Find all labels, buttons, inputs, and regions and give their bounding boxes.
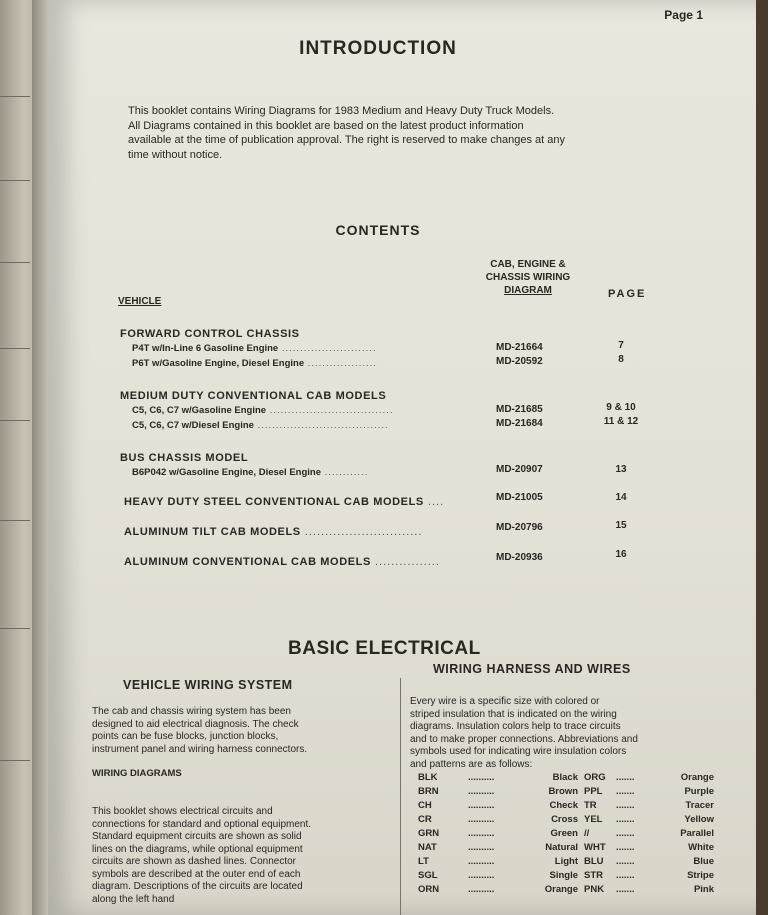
row-label: P4T w/In-Line 6 Gasoline Engine [132,343,279,354]
text-line: points can be fuse blocks, junction blocks, [92,731,279,742]
color-code: BLK [418,772,438,783]
section-title: FORWARD CONTROL CHASSIS [120,328,300,340]
text-line: diagrams. Insulation colors help to trace circuits [410,721,621,732]
color-meaning: Light [554,856,578,867]
left-page-rule [0,420,30,421]
color-code: TR [584,800,597,811]
contents-row [132,405,393,416]
color-code: ORG [584,772,606,783]
left-page-rule [0,520,30,521]
text-line: striped insulation that is indicated on the wiring [410,708,617,720]
color-code: LT [418,856,429,867]
left-page-rule [0,760,30,761]
left-page-rule [0,262,30,263]
leader-dots: ................ [370,556,440,568]
diagram-code: MD-21005 [496,492,543,503]
introduction-text [128,104,668,162]
section-title [124,526,422,538]
color-meaning: Orange [680,772,714,783]
text-line: symbols are described at the outer end of each [92,868,301,880]
left-page-rule [0,180,30,181]
text-line: designed to aid electrical diagnosis. The check [92,718,299,730]
color-meaning: Stripe [687,870,714,881]
left-page-rule [0,348,30,349]
contents-row [132,358,377,369]
vehicle-column-header: VEHICLE [118,296,162,307]
section-title [124,496,444,508]
left-page-rule [0,628,30,629]
color-code: WHT [584,842,606,853]
text-line: diagram. Descriptions of the circuits are located [92,881,303,892]
color-code: PNK [584,884,605,895]
page-ref: 8 [618,354,624,365]
color-meaning: Natural [545,842,578,853]
leader-dots: .......... [468,814,495,825]
text-line: and to make proper connections. Abbreviations and [410,733,638,745]
page-ref: 13 [615,464,627,475]
contents-row [132,467,368,478]
section-name: HEAVY DUTY STEEL CONVENTIONAL CAB MODELS [124,496,424,508]
color-code: BRN [418,786,439,797]
leader-dots: .......... [468,870,495,881]
intro-line: All Diagrams contained in this booklet are based on the latest product information [128,119,524,132]
harness-text [410,696,710,771]
color-code: NAT [418,842,437,853]
leader-dots: .......... [468,842,495,853]
color-code: // [584,828,590,839]
introduction-title: INTRODUCTION [299,38,457,59]
diagram-header-line: DIAGRAM [504,285,552,296]
leader-dots: .................................... [253,420,389,431]
text-line: connections for standard and optional equipment. [92,818,312,830]
diagram-code: MD-21685 [496,404,543,415]
color-meaning: Blue [693,856,714,867]
color-code: CH [418,800,432,811]
leader-dots: ....... [616,884,635,895]
row-label: B6P042 w/Gasoline Engine, Diesel Engine [132,467,322,478]
text-line: instrument panel and wiring harness connectors. [92,743,308,755]
color-meaning: Orange [544,884,578,895]
book-cover-edge [756,0,768,915]
leader-dots: .......... [468,800,495,811]
row-label: C5, C6, C7 w/Gasoline Engine [132,405,267,416]
page-ref: 15 [615,520,627,531]
leader-dots: .......... [468,884,495,895]
color-code: ORN [418,884,440,895]
leader-dots: ....... [616,800,635,811]
intro-line: time without notice. [128,148,223,161]
leader-dots: .................................. [266,405,394,416]
diagram-header-line: CAB, ENGINE & [490,259,566,270]
color-meaning: Cross [551,814,578,825]
color-meaning: Black [552,772,578,783]
color-meaning: Check [549,800,578,811]
page-ref: 11 & 12 [603,416,639,427]
page-column-header: PAGE [608,288,647,300]
leader-dots: ....... [616,856,635,867]
color-meaning: Yellow [684,814,714,825]
color-code: YEL [584,814,603,825]
diagram-code: MD-20907 [496,464,543,475]
color-meaning: White [688,842,714,853]
contents-row [132,343,377,354]
text-line: and patterns are as follows: [410,758,533,770]
color-code: GRN [418,828,440,839]
leader-dots: .......... [468,786,495,797]
text-line: Standard equipment circuits are shown as solid [92,831,302,842]
diagram-code: MD-21664 [496,342,543,353]
diagram-header-line: CHASSIS WIRING [485,272,571,283]
column-divider [400,678,401,915]
text-line: This booklet shows electrical circuits and [92,806,273,817]
left-page-rule [0,96,30,97]
document-page [48,0,758,915]
leader-dots: ....... [616,842,635,853]
color-code: CR [418,814,432,825]
page-ref: 9 & 10 [606,402,636,413]
color-code: STR [584,870,603,881]
color-abbreviation-table [408,772,728,915]
text-line: lines on the diagrams, while optional equipment [92,843,303,855]
text-line: circuits are shown as dashed lines. Connector [92,856,296,867]
leader-dots: ....... [616,870,635,881]
section-name: ALUMINUM TILT CAB MODELS [124,526,301,538]
leader-dots: .......................... [278,343,377,354]
basic-electrical-title: BASIC ELECTRICAL [288,638,481,659]
text-line: along the left hand [92,893,175,905]
page-ref: 7 [618,340,624,351]
diagram-code: MD-20796 [496,522,543,533]
contents-row [132,420,389,431]
leader-dots: .......... [468,828,495,839]
color-meaning: Tracer [685,800,714,811]
intro-line: available at the time of publication approval. The right is reserved to make changes at any [128,134,565,146]
harness-title: WIRING HARNESS AND WIRES [433,662,631,676]
page-ref: 16 [615,549,627,560]
leader-dots: ....... [616,814,635,825]
page-number: Page 1 [664,8,703,22]
leader-dots: ............ [321,467,369,478]
section-title: BUS CHASSIS MODEL [120,452,249,464]
row-label: C5, C6, C7 w/Diesel Engine [132,420,254,431]
contents-title: CONTENTS [335,222,421,238]
color-code: SGL [418,870,438,881]
leader-dots: ....... [616,786,635,797]
leader-dots: .......... [468,856,495,867]
section-title: MEDIUM DUTY CONVENTIONAL CAB MODELS [120,390,387,402]
diagram-code: MD-21684 [496,418,543,429]
color-meaning: Single [549,870,578,881]
color-meaning: Brown [548,786,578,797]
color-meaning: Green [550,828,578,839]
diagram-code: MD-20592 [496,356,543,367]
diagram-column-header [468,258,588,297]
vehicle-wiring-text [92,706,392,756]
color-meaning: Parallel [680,828,714,839]
page-ref: 14 [615,492,627,503]
leader-dots: ....... [616,772,635,783]
color-code: PPL [584,786,603,797]
leader-dots: .... [423,496,445,508]
wiring-diagrams-title: WIRING DIAGRAMS [92,768,182,779]
text-line: Every wire is a specific size with colored or [410,696,600,707]
color-code: BLU [584,856,604,867]
row-label: P6T w/Gasoline Engine, Diesel Engine [132,358,305,369]
leader-dots: .......... [468,772,495,783]
section-title [124,556,440,568]
vehicle-wiring-title: VEHICLE WIRING SYSTEM [123,678,293,692]
diagram-code: MD-20936 [496,552,543,563]
leader-dots: ................... [304,358,377,369]
wiring-diagrams-text [92,806,392,906]
color-meaning: Purple [684,786,714,797]
text-line: The cab and chassis wiring system has been [92,706,291,717]
intro-line: This booklet contains Wiring Diagrams for 1983 Medium and Heavy Duty Truck Models. [128,105,555,117]
text-line: symbols used for indicating wire insulation colors [410,746,627,757]
section-name: ALUMINUM CONVENTIONAL CAB MODELS [124,556,371,568]
leader-dots: ............................. [300,526,423,538]
leader-dots: ....... [616,828,635,839]
color-meaning: Pink [693,884,714,895]
